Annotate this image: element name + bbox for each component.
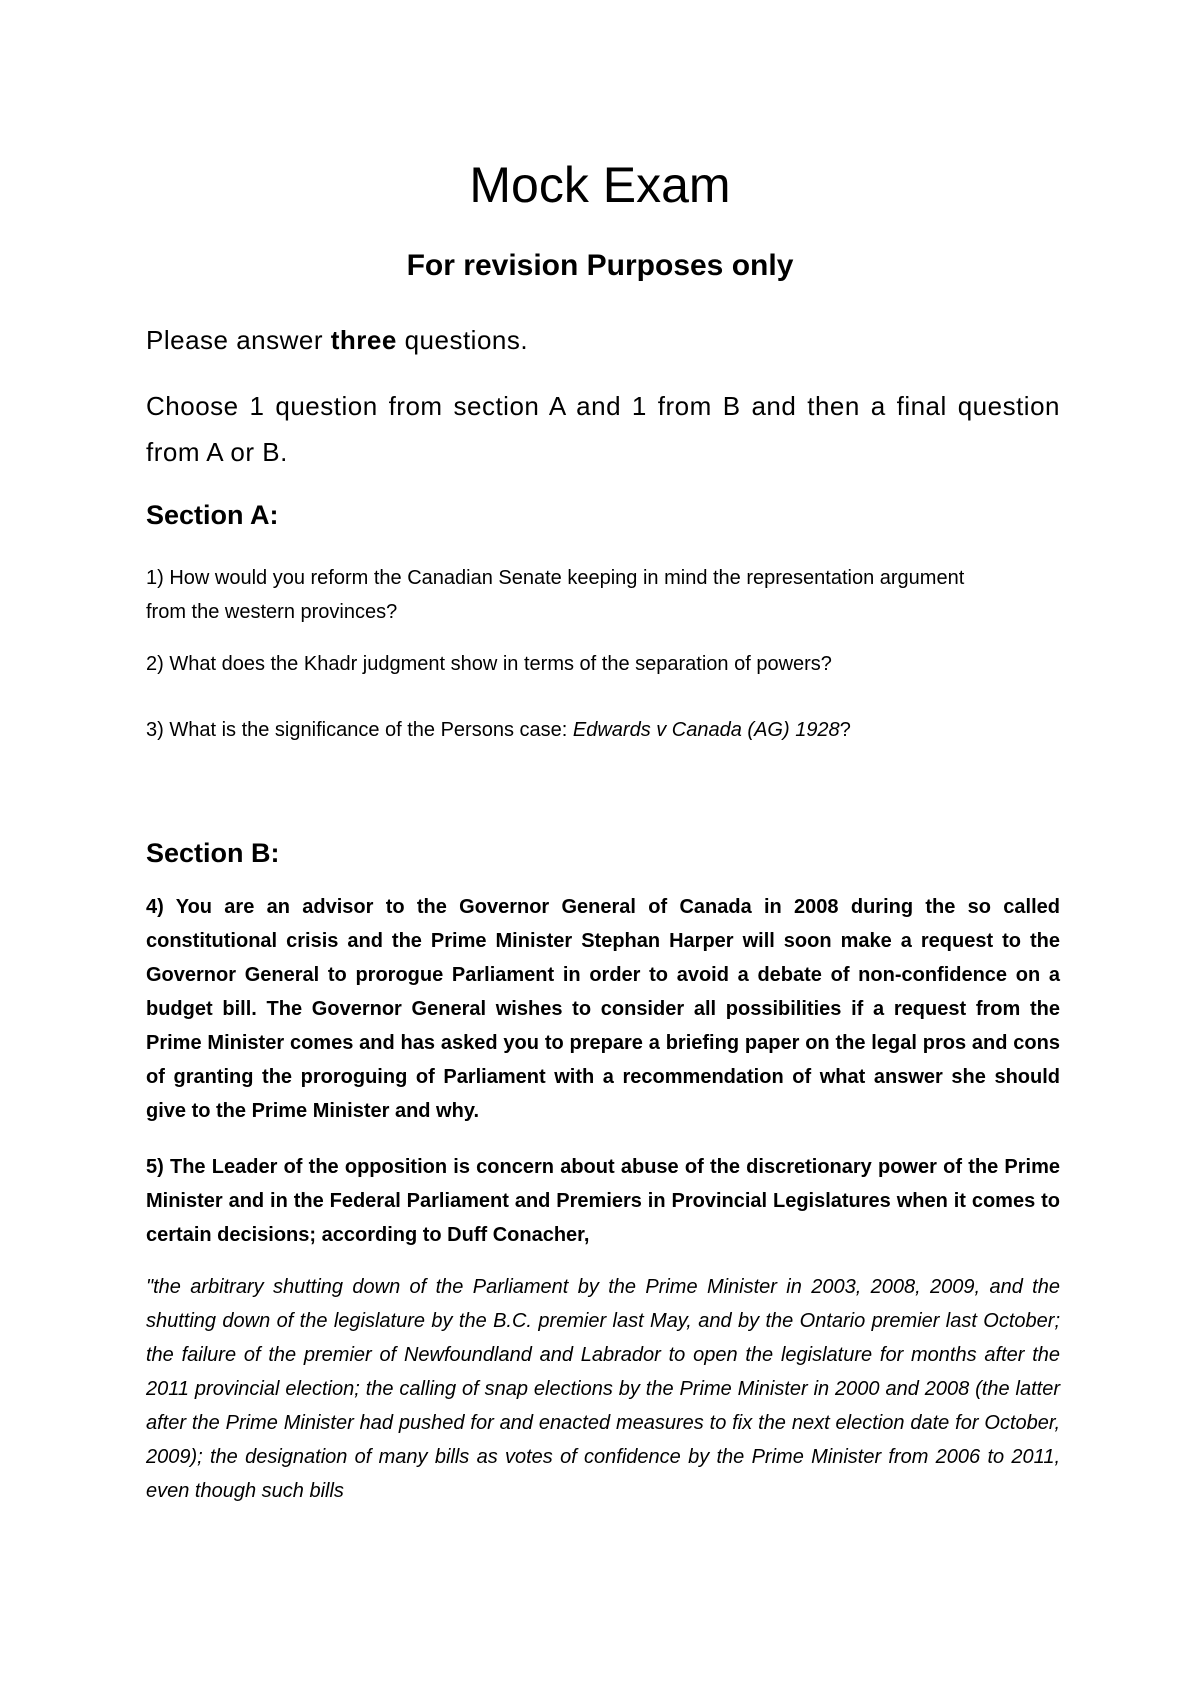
question-3-end: ?: [839, 719, 851, 741]
instruction-text-post: questions.: [396, 325, 529, 355]
page-subtitle: For revision Purposes only: [406, 249, 794, 282]
conacher-quote: "the arbitrary shutting down of the Parliament by the Prime Minister in 2003, 2008, 2009, and the shutting down of the legislature by the B.C. premier last May, and by the Ontario premier last October; the failure of the premier of Newfoundland and Labrador to open the legislature for months after the 2011 provincial election; the calling of snap elections by the Prime Minister in 2000 and 2008 (the latter after the Prime Minister had pushed for and enacted measures to fix the next election date for October, 2009); the designation of many bills as votes of confidence by the Prime Minister from 2006 to 2011, even though such bills: [146, 1276, 1060, 1502]
case-citation: Edwards v Canada (AG) 1928: [572, 719, 840, 741]
question-4: 4) You are an advisor to the Governor General of Canada in 2008 during the so called constitutional crisis and the Prime Minister Stephan Harper will soon make a request to the Governor General to prorogue Parliament in order to avoid a debate of non-confidence on a budget bill. The Governor General wishes to consider all possibilities if a request from the Prime Minister comes and has asked you to prepare a briefing paper on the legal pros and cons of granting the proroguing of Parliament with a recommendation of what answer she should give to the Prime Minister and why.: [146, 896, 1060, 1122]
question-3-text: 3) What is the significance of the Persons case:: [146, 719, 573, 741]
instruction-emphasis: three: [330, 325, 397, 355]
question-3: [146, 713, 1060, 747]
instruction-text-pre: Please answer: [146, 325, 331, 355]
page-title: Mock Exam: [469, 157, 731, 213]
instruction-choice: Choose 1 question from section A and 1 from B and then a final question from A or B.: [146, 391, 1060, 467]
question-1: 1) How would you reform the Canadian Senate keeping in mind the representation argument from the western provinces?: [146, 567, 965, 623]
question-5: 5) The Leader of the opposition is concern about abuse of the discretionary power of the Prime Minister and in the Federal Parliament and Premiers in Provincial Legislatures when it comes to certain decisions; according to Duff Conacher,: [146, 1156, 1060, 1246]
section-b-heading: Section B:: [146, 838, 280, 868]
question-2: 2) What does the Khadr judgment show in terms of the separation of powers?: [146, 653, 832, 675]
instruction-answer-count: [146, 320, 1060, 360]
section-a-heading: Section A:: [146, 500, 279, 530]
